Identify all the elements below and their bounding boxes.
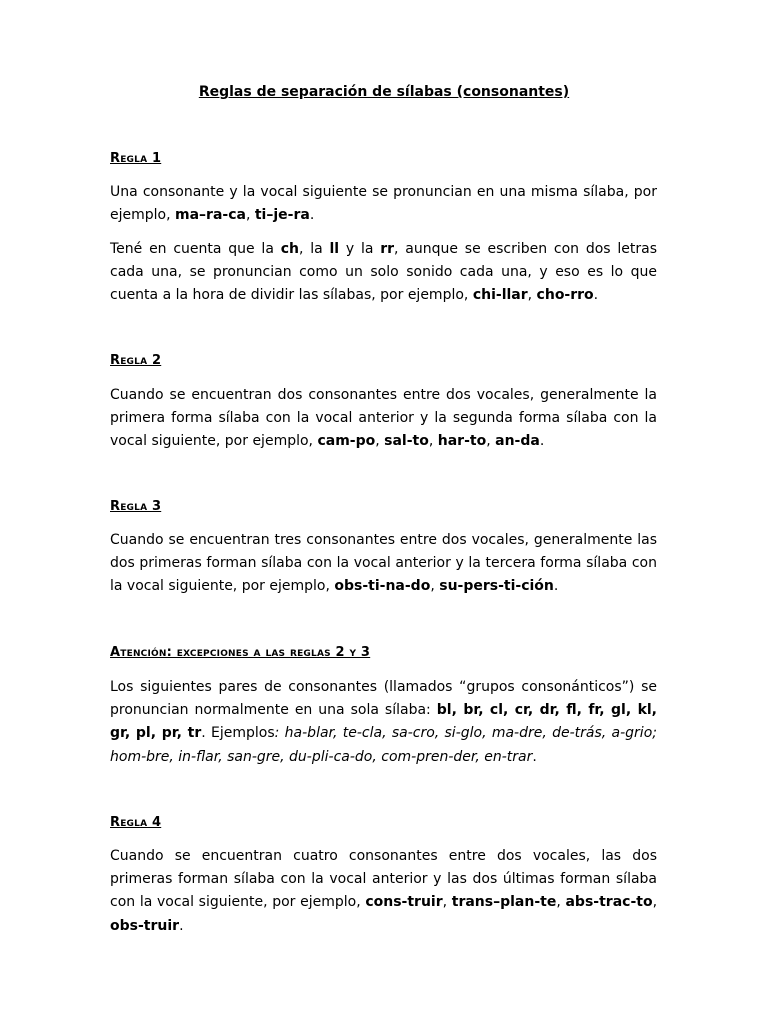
example-word: har-to <box>437 433 487 450</box>
example-word: cho-rro <box>536 287 594 304</box>
rule-3-paragraph <box>110 529 657 599</box>
example-word: trans–plan-te <box>451 894 557 911</box>
text-run: , <box>430 578 440 595</box>
text-run: Cuando se encuentran dos consonantes entre dos vocales, generalmente la primera forma sílaba con la vocal anterior y la segunda forma sílaba con la vocal siguiente, por ejemplo, <box>110 387 657 450</box>
text-run: . <box>309 207 315 224</box>
document-title: Reglas de separación de sílabas (consonantes) <box>198 84 570 100</box>
text-run: y la <box>339 241 381 257</box>
text-run: , la <box>298 241 330 257</box>
text-run: , <box>375 433 385 450</box>
example-list: : ha-blar, te-cla, sa-cro, si-glo, ma-dre, de-trás, a-grio; hom-bre, in-flar, san-gre, du-pli-ca-do, com-pren-der, en-trar <box>110 725 657 765</box>
text-run: Una consonante y la vocal siguiente se pronuncian en una misma sílaba, por ejemplo, <box>110 184 657 224</box>
text-run: . <box>179 917 184 934</box>
text-run: , aunque se escriben con dos letras cada una, se pronuncian como un solo sonido cada una, y eso es lo que cuenta a la hora de dividir las sílabas, por ejemplo, <box>110 241 657 304</box>
text-run: Los siguientes pares de consonantes (llamados “grupos consonánticos”) se pronuncian normalmente en una sola sílaba: <box>110 679 657 719</box>
text-run: . Ejemplos <box>201 725 275 742</box>
example-word: obs-truir <box>110 917 180 934</box>
text-run: , <box>486 433 496 450</box>
text-run: . <box>532 748 537 765</box>
example-word: ti–je-ra <box>254 207 310 224</box>
example-word: abs-trac-to <box>565 894 653 911</box>
rule-1-paragraph-1 <box>110 181 657 227</box>
rule-1-heading: Regla 1 <box>110 151 162 166</box>
text-run: . <box>539 433 545 450</box>
example-word: an-da <box>495 433 540 450</box>
rule-2-paragraph <box>110 384 657 454</box>
exceptions-paragraph <box>110 676 657 769</box>
letter-group: ch <box>280 241 299 257</box>
rule-4-paragraph <box>110 845 657 938</box>
example-word: cons-truir <box>365 894 443 911</box>
rule-3-heading: Regla 3 <box>110 499 162 514</box>
example-word: ma–ra-ca <box>175 207 246 224</box>
example-word: cam-po <box>317 433 376 450</box>
text-run: . <box>593 287 599 304</box>
text-run: , <box>556 894 566 911</box>
text-run: , <box>245 207 255 224</box>
rule-1-paragraph-2 <box>110 238 657 308</box>
text-run: Cuando se encuentran cuatro consonantes entre dos vocales, las dos primeras forman sílaba con la vocal anterior y las dos últimas forman sílaba con la vocal siguiente, por ejemplo, <box>110 848 657 911</box>
exceptions-heading: Atención: excepciones a las reglas 2 y 3 <box>110 645 371 660</box>
text-run: , <box>527 287 537 304</box>
example-word: obs-ti-na-do <box>334 578 431 595</box>
text-run: , <box>442 894 452 911</box>
text-run: Cuando se encuentran tres consonantes entre dos vocales, generalmente las dos primeras forman sílaba con la vocal anterior y la tercera forma sílaba con la vocal siguiente, por ejemplo, <box>110 532 657 595</box>
text-run: , <box>652 894 658 911</box>
letter-group: rr <box>380 241 395 257</box>
example-word: sal-to <box>384 433 429 450</box>
rule-4-heading: Regla 4 <box>110 815 162 830</box>
letter-group: ll <box>329 241 340 257</box>
text-run: Tené en cuenta que la <box>110 241 281 257</box>
rule-2-heading: Regla 2 <box>110 353 162 368</box>
text-run: . <box>553 578 559 595</box>
example-word: chi-llar <box>472 287 528 304</box>
text-run: , <box>428 433 438 450</box>
consonant-groups: bl, br, cl, cr, dr, fl, fr, gl, kl, gr, pl, pr, tr <box>110 702 657 742</box>
example-word: su-pers-ti-ción <box>439 578 554 595</box>
